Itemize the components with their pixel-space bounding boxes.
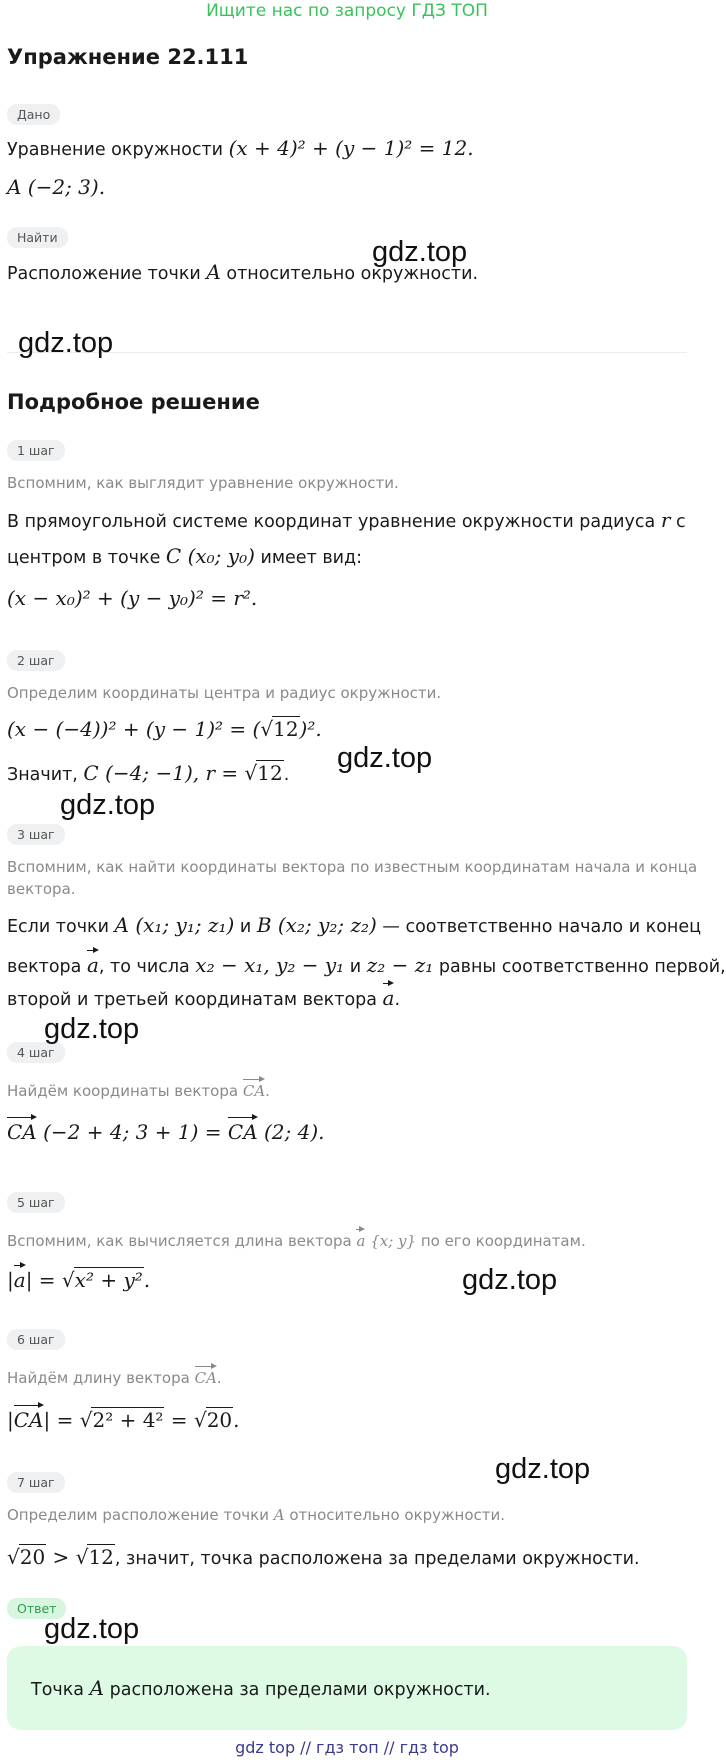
- step-5-chip: 5 шаг: [7, 1192, 65, 1213]
- watermark: gdz.top: [44, 1013, 140, 1045]
- step-2-hint: Определим координаты центра и радиус окружности.: [7, 684, 442, 702]
- step-1-line2: центром в точке C (x₀; y₀) имеет вид:: [7, 544, 363, 568]
- vector-ca: CA: [228, 1114, 258, 1144]
- vector-ca: CA: [14, 1402, 44, 1432]
- step-3-hint-line2: вектора.: [7, 880, 76, 898]
- watermark: gdz.top: [60, 789, 156, 821]
- step-4-chip: 4 шаг: [7, 1042, 65, 1063]
- watermark: gdz.top: [44, 1613, 140, 1645]
- step-2-conclusion: Значит, C (−4; −1), r = √12.: [7, 761, 290, 785]
- step-2-formula: (x − (−4))² + (y − 1)² = (√12)².: [7, 717, 322, 741]
- given-equation-line: Уравнение окружности (x + 4)² + (y − 1)² = 12.: [7, 136, 474, 160]
- step-7-hint: Определим расположение точки A относительно окружности.: [7, 1506, 506, 1524]
- watermark: gdz.top: [462, 1264, 558, 1296]
- step-4-formula: CA (−2 + 4; 3 + 1) = CA (2; 4).: [7, 1114, 325, 1144]
- step-1-formula: (x − x₀)² + (y − y₀)² = r².: [7, 586, 258, 610]
- vector-ca: CA: [7, 1114, 37, 1144]
- vector-a: a: [87, 947, 99, 977]
- vector-ca: CA: [243, 1076, 265, 1100]
- step-5-formula: |a| = √x² + y².: [7, 1262, 150, 1292]
- find-chip: Найти: [7, 227, 68, 248]
- step-6-hint: Найдём длину вектора CA.: [7, 1363, 222, 1387]
- vector-ca: CA: [195, 1363, 217, 1387]
- circle-equation: (x + 4)² + (y − 1)² = 12.: [228, 136, 474, 160]
- watermark: gdz.top: [495, 1453, 591, 1485]
- step-6-formula: |CA| = √2² + 4² = √20.: [7, 1402, 240, 1432]
- find-text: Расположение точки A относительно окружности.: [7, 260, 479, 284]
- step-3-hint-line1: Вспомним, как найти координаты вектора по известным координатам начала и конца: [7, 858, 698, 876]
- solution-heading: Подробное решение: [7, 390, 260, 414]
- step-1-line1: В прямоугольной системе координат уравнение окружности радиуса r с: [7, 508, 686, 532]
- given-point: A (−2; 3).: [7, 175, 106, 199]
- answer-chip: Ответ: [7, 1598, 66, 1619]
- exercise-title: Упражнение 22.111: [7, 45, 249, 69]
- answer-text: Точка A расположена за пределами окружности.: [31, 1676, 491, 1700]
- step-6-chip: 6 шаг: [7, 1329, 65, 1350]
- step-1-hint: Вспомним, как выглядит уравнение окружности.: [7, 474, 399, 492]
- footer-links[interactable]: gdz top // гдз топ // гдз top: [235, 1738, 459, 1757]
- watermark: gdz.top: [372, 236, 468, 268]
- step-3-line3: второй и третьей координатам вектора a.: [7, 980, 400, 1010]
- step-3-line2: вектора a, то числа x₂ − x₁, y₂ − y₁ и z₂ − z₁ равны соответственно первой,: [7, 947, 726, 977]
- step-3-line1: Если точки A (x₁; y₁; z₁) и B (x₂; y₂; z₂) — соответственно начало и конец: [7, 913, 702, 937]
- promo-banner[interactable]: Ищите нас по запросу ГДЗ ТОП: [206, 1, 488, 21]
- step-4-hint: Найдём координаты вектора CA.: [7, 1076, 270, 1100]
- vector-a: a: [14, 1262, 26, 1292]
- vector-a: a: [356, 1226, 365, 1250]
- step-1-chip: 1 шаг: [7, 440, 65, 461]
- vector-a: a: [383, 980, 395, 1010]
- step-7-chip: 7 шаг: [7, 1472, 65, 1493]
- given-chip: Дано: [7, 104, 60, 125]
- step-7-conclusion: √20 > √12, значит, точка расположена за пределами окружности.: [7, 1545, 640, 1569]
- step-2-chip: 2 шаг: [7, 650, 65, 671]
- watermark: gdz.top: [337, 742, 433, 774]
- step-5-hint: Вспомним, как вычисляется длина вектора a {x; y} по его координатам.: [7, 1226, 586, 1250]
- step-3-chip: 3 шаг: [7, 824, 65, 845]
- watermark: gdz.top: [18, 327, 114, 359]
